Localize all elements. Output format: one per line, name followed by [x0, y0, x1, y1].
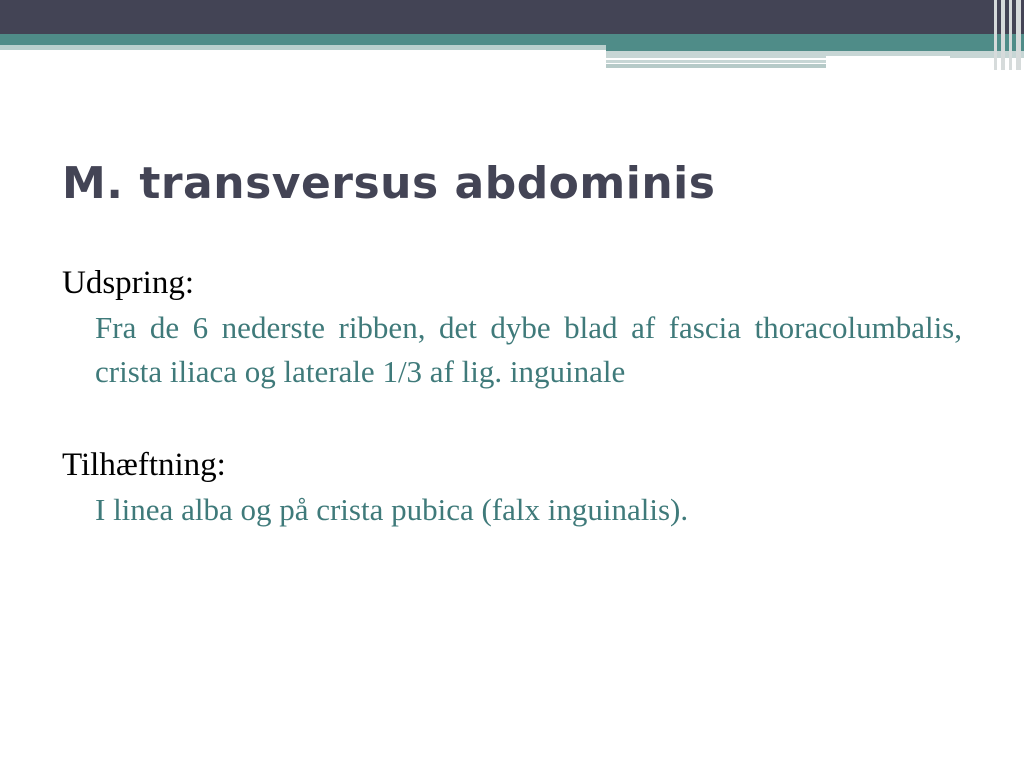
section-spacer [62, 394, 962, 442]
section-heading-tilhaeftning: Tilhæftning: [62, 447, 226, 483]
decorative-stripe [994, 0, 997, 70]
header-right-stripes [992, 0, 1024, 70]
decorative-stripe [1016, 0, 1021, 70]
header-thin-line [826, 56, 950, 58]
header-teal-bar [0, 34, 1024, 45]
section-body-tilhaeftning: I linea alba og på crista pubica (falx inguinalis). [95, 492, 689, 527]
header-thin-line [606, 60, 826, 63]
header-light-bar-right [606, 51, 1024, 58]
header-light-bar-left [0, 45, 606, 50]
section-body-udspring: Fra de 6 nederste ribben, det dybe blad af fascia thoracolumbalis, crista iliaca og laterale 1/3 af lig. inguinale [95, 310, 962, 389]
slide-content [62, 260, 962, 532]
header-dark-bar [0, 0, 1024, 34]
decorative-stripe [1009, 0, 1012, 70]
section-heading-udspring: Udspring: [62, 265, 194, 301]
header-thin-line [606, 64, 826, 68]
decorative-stripe [1001, 0, 1005, 70]
slide-title: M. transversus abdominis [62, 158, 716, 209]
